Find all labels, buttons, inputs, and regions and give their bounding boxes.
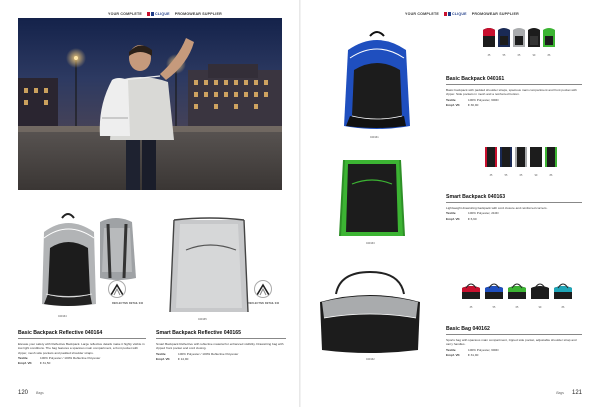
spec-price: Empf. VK € 14,90 [156,356,189,361]
thumb-grey: 65 [512,26,526,53]
product-title: Basic Bag 040162 [446,326,582,335]
thumb-green: 86 [544,146,558,173]
product-description: Basic backpack with padded shoulder straps, spacious main compartment and front pocket with zipper. Side pockets in mesh and a reinforced bottom. [446,88,577,97]
thumb-navy: 55 [497,26,511,53]
product-image-040162 [316,268,424,356]
logo-text: CLIQUE [154,12,170,16]
reflective-detail-tag [108,280,126,298]
thumb-black-red: 35 [482,26,496,53]
spec-textile: Textile 100% Polyester / 100% Reflective Polyester [156,351,239,356]
thumb-turquoise: 86 [552,282,574,305]
product-title: Basic Backpack Reflective 040164 [18,330,146,339]
reflective-detail-icon [108,280,126,298]
running-head-left [108,10,222,18]
spec-textile: Textile 100% Polyester, 210D [446,211,499,216]
thumb-black-red: 35 [484,146,498,173]
reflective-label: REFLECTIVE DETAIL 040 [112,302,144,305]
logo-text: CLIQUE [451,12,467,16]
thumb-black-red: 35 [460,282,482,305]
product-title: Basic Backpack 040161 [446,76,582,85]
section-name: Bags [556,391,564,395]
thumb-black: 99 [529,282,551,305]
product-block-040164 [18,330,146,365]
image-code: 040164 [58,315,67,318]
section-name: Bags [36,391,44,395]
color-thumbs-040161 [482,26,556,57]
logo-red-bar [147,12,150,16]
reflective-detail-icon [254,280,272,298]
brand-text: YOUR COMPLETE [108,12,142,16]
thumb-green: 65 [506,282,528,305]
hero-photo [18,18,282,190]
page-gutter [299,0,301,407]
color-thumbs-040163 [484,146,558,177]
thumb-navy: 55 [499,146,513,173]
spec-price: Empf. VK € 30,90 [446,102,479,107]
product-description: Smart Backpack Reflective with reflective material for enhanced visibility. Drawstring bag with zipped front pocket and cord closing. [156,342,284,351]
reflective-label: REFLECTIVE DETAIL 040 [248,302,280,305]
folio-right [556,390,582,396]
thumb-grey: 65 [514,146,528,173]
product-image-040161 [340,30,414,134]
clique-logo [442,12,469,16]
reflective-detail-tag [254,280,272,298]
page-number: 121 [571,390,582,396]
product-image-040163 [336,156,408,240]
tagline: PROMOWEAR SUPPLIER [174,12,222,16]
clique-logo [145,12,172,16]
spec-textile: Textile 100% Polyester, 600D [446,97,499,102]
color-thumbs-040162 [460,282,574,309]
product-description: Lightweight drawstring backpack with cord closure and reinforced corners. [446,206,548,210]
thumb-green: 86 [542,26,556,53]
spec-price: Empf. VK € 31,50 [18,361,51,366]
logo-red-bar [444,12,447,16]
logo-blue-bar [448,12,451,16]
product-description: Elevate your safety with Reflective Backpack. Large reflective details make it highly visible in low light conditions. The bag features a spacious main compartment, a front pocket with zipper, mesh side pockets and padded shoulder straps. [18,342,145,355]
image-code: 040161 [370,136,379,139]
spec-price: Empf. VK € 31,90 [446,352,479,357]
thumb-navy: 55 [483,282,505,305]
thumb-black: 99 [529,146,543,173]
product-title: Smart Backpack Reflective 040165 [156,330,286,339]
spec-price: Empf. VK € 6,90 [446,216,477,221]
image-code: 040165 [198,318,207,321]
spec-textile: Textile 100% Polyester / 100% Reflective Polyester [18,355,101,360]
brand-text: YOUR COMPLETE [405,12,439,16]
image-code: 040162 [366,358,375,361]
product-block-040163 [446,194,582,221]
spec-textile: Textile 100% Polyester, 600D [446,347,499,352]
product-block-040161 [446,76,582,107]
tagline: PROMOWEAR SUPPLIER [471,12,519,16]
running-head-right [405,10,519,18]
product-image-040165 [166,214,254,318]
product-title: Smart Backpack 040163 [446,194,582,203]
page-number: 120 [18,390,29,396]
logo-blue-bar [151,12,154,16]
image-code: 040163 [366,242,375,245]
thumb-black: 99 [527,26,541,53]
folio-left [18,390,44,396]
product-description: Sports bag with spacious main compartment, zipped side pocket, adjustable shoulder strap and carry handles. [446,338,577,347]
product-block-040162 [446,326,582,357]
night-street-scene [18,18,282,190]
product-block-040165 [156,330,286,361]
